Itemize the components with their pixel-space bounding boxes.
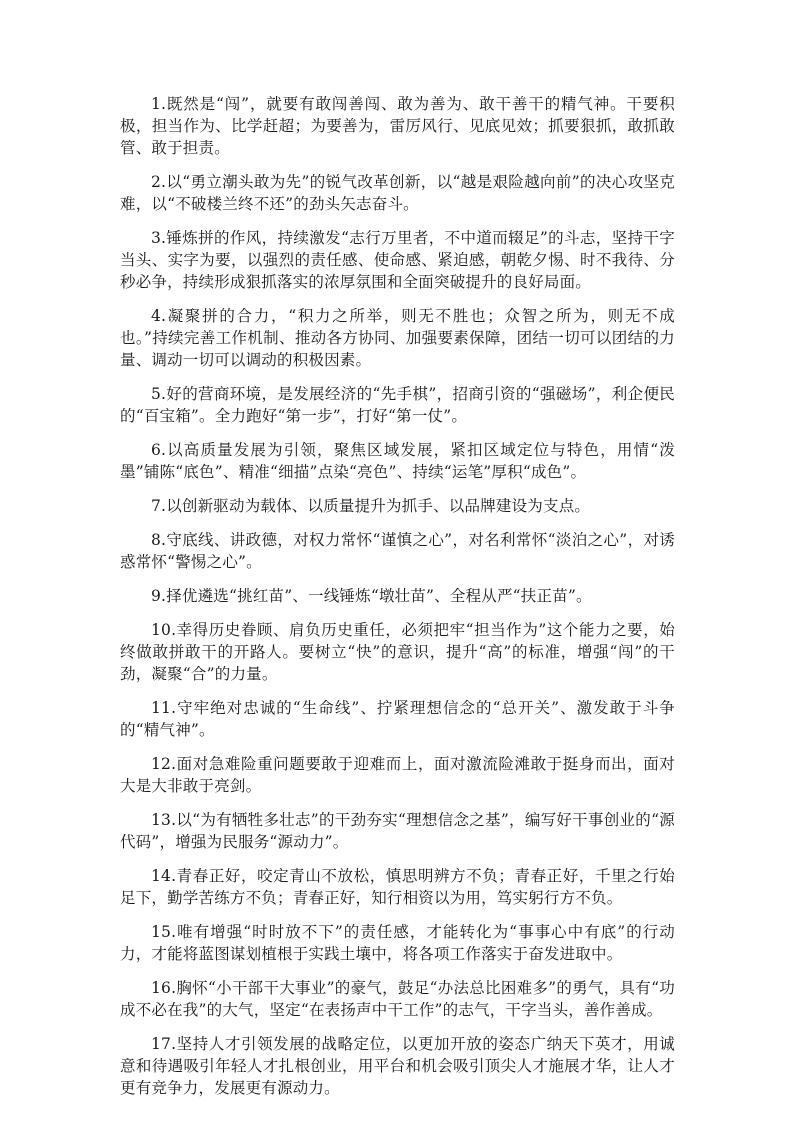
paragraph-11: 11.守牢绝对忠诚的“生命线”、拧紧理想信念的“总开关”、激发敢于斗争的“精气神”。 bbox=[120, 699, 675, 739]
paragraph-2: 2.以“勇立潮头敢为先”的锐气改革创新，以“越是艰险越向前”的决心攻坚克难，以“不破楼兰终不还”的劲头矢志奋斗。 bbox=[120, 173, 675, 213]
document-body bbox=[120, 93, 675, 1111]
paragraph-8: 8.守底线、讲政德，对权力常怀“谨慎之心”，对名利常怀“淡泊之心”，对诱惑常怀“警惕之心”。 bbox=[120, 531, 675, 571]
paragraph-6: 6.以高质量发展为引领，聚焦区域发展，紧扣区域定位与特色，用情“泼墨”铺陈“底色”、精准“细描”点染“亮色”、持续“运笔”厚积“成色”。 bbox=[120, 441, 675, 481]
paragraph-17: 17.坚持人才引领发展的战略定位，以更加开放的姿态广纳天下英才，用诚意和待遇吸引年轻人才扎根创业，用平台和机会吸引顶尖人才施展才华，让人才更有竞争力，发展更有源动力。 bbox=[120, 1035, 675, 1097]
paragraph-4: 4.凝聚拼的合力，“积力之所举，则无不胜也；众智之所为，则无不成也。”持续完善工作机制、推动各方协同、加强要素保障，团结一切可以团结的力量、调动一切可以调动的积极因素。 bbox=[120, 307, 675, 369]
paragraph-16: 16.胸怀“小干部干大事业”的豪气，鼓足“办法总比困难多”的勇气，具有“功成不必在我”的大气，坚定“在表扬声中干工作”的志气，干字当头，善作善成。 bbox=[120, 979, 675, 1019]
paragraph-3: 3.锤炼拼的作风，持续激发“志行万里者，不中道而辍足”的斗志，坚持干字当头、实字为要，以强烈的责任感、使命感、紧迫感，朝乾夕惕、时不我待、分秒必争，持续形成狠抓落实的浓厚氛围和全面突破提升的良好局面。 bbox=[120, 229, 675, 291]
paragraph-10: 10.幸得历史眷顾、肩负历史重任，必须把牢“担当作为”这个能力之要，始终做敢拼敢干的开路人。要树立“快”的意识，提升“高”的标准，增强“闯”的干劲，凝聚“合”的力量。 bbox=[120, 621, 675, 683]
paragraph-12: 12.面对急难险重问题要敢于迎难而上，面对激流险滩敢于挺身而出，面对大是大非敢于亮剑。 bbox=[120, 755, 675, 795]
paragraph-14: 14.青春正好，咬定青山不放松，慎思明辨方不负；青春正好，千里之行始足下，勤学苦练方不负；青春正好，知行相资以为用，笃实躬行方不负。 bbox=[120, 867, 675, 907]
paragraph-5: 5.好的营商环境，是发展经济的“先手棋”，招商引资的“强磁场”，利企便民的“百宝箱”。全力跑好“第一步”，打好“第一仗”。 bbox=[120, 385, 675, 425]
paragraph-9: 9.择优遴选“挑红苗”、一线锤炼“墩壮苗”、全程从严“扶正苗”。 bbox=[151, 587, 592, 605]
paragraph-15: 15.唯有增强“时时放不下”的责任感，才能转化为“事事心中有底”的行动力，才能将蓝图谋划植根于实践土壤中，将各项工作落实于奋发进取中。 bbox=[120, 923, 675, 963]
paragraph-13: 13.以“为有牺牲多壮志”的干劲夯实“理想信念之基”，编写好干事创业的“源代码”，增强为民服务“源动力”。 bbox=[120, 811, 675, 851]
paragraph-1: 1.既然是“闯”，就要有敢闯善闯、敢为善为、敢干善干的精气神。干要积极，担当作为、比学赶超；为要善为，雷厉风行、见底见效；抓要狠抓，敢抓敢管、敢于担责。 bbox=[120, 95, 675, 157]
paragraph-7: 7.以创新驱动为载体、以质量提升为抓手、以品牌建设为支点。 bbox=[151, 497, 591, 515]
